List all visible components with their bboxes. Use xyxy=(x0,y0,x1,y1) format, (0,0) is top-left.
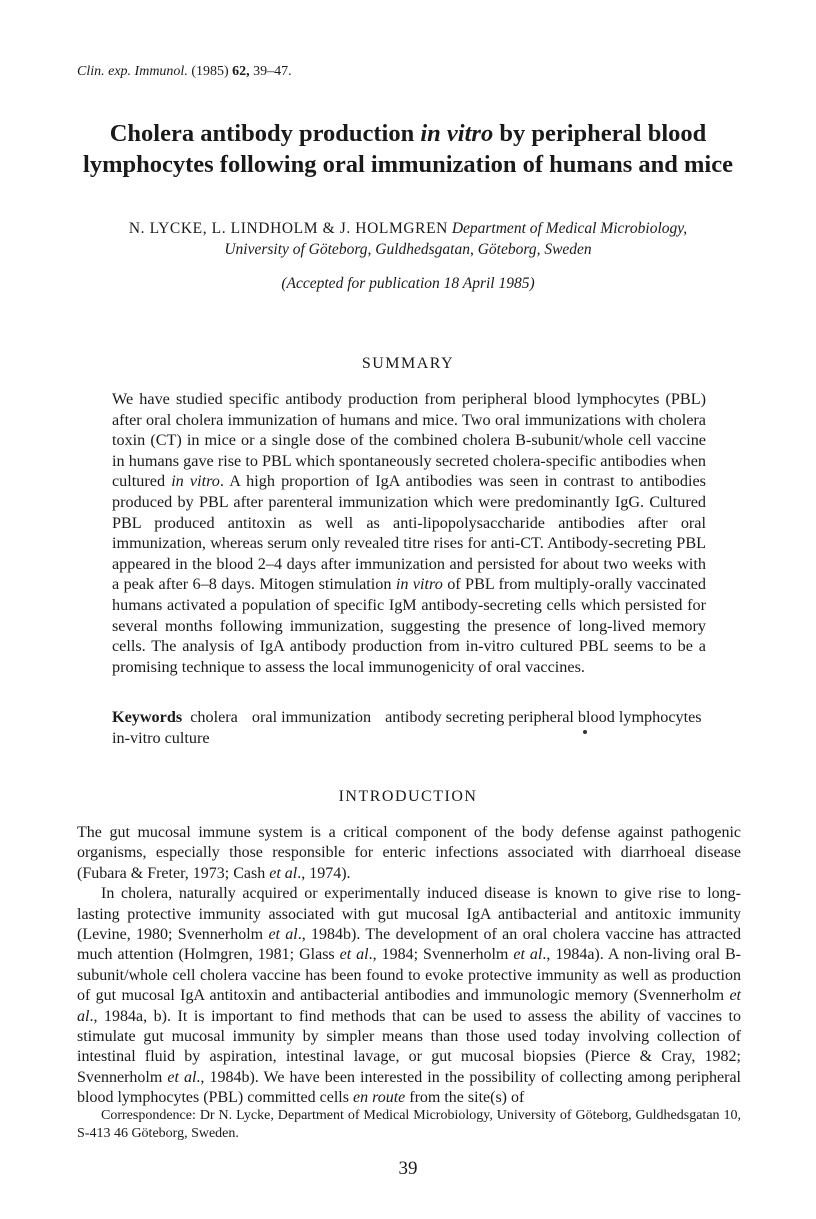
correspondence-footnote: Correspondence: Dr N. Lycke, Department of Medical Microbiology, University of Göteborg, Guldhedsgatan 10, S-413 46 Göteborg, Sweden. xyxy=(77,1108,741,1141)
affiliation-line-1: Department of Medical Microbiology, xyxy=(451,220,688,237)
stray-dot-mark xyxy=(583,730,587,734)
summary-heading: SUMMARY xyxy=(361,355,455,372)
author-block xyxy=(40,218,776,260)
affiliation-line-2: University of Göteborg, Guldhedsgatan, Göteborg, Sweden xyxy=(224,241,592,258)
journal-pages: 39–47. xyxy=(253,64,292,79)
author-names: N. LYCKE, L. LINDHOLM & J. HOLMGREN xyxy=(128,220,448,237)
acceptance-note: (Accepted for publication 18 April 1985) xyxy=(281,275,535,292)
journal-volume: 62, xyxy=(232,64,250,79)
intro-paragraph-1: The gut mucosal immune system is a critical component of the body defense against pathogenic organisms, especially those responsible for enteric infections associated with diarrhoeal disease (Fubara & Freter, 1973; Cash et al., 1974). xyxy=(77,824,741,882)
keywords-label: Keywords xyxy=(112,708,183,726)
summary-paragraph: We have studied specific antibody production from peripheral blood lymphocytes (PBL) after oral cholera immunization of humans and mice. Two oral immunizations with cholera toxin (CT) in mice or a single dose of the combined cholera B-subunit/whole cell vaccine in humans gave rise to PBL which spontaneously secreted cholera-specific antibodies when cultured in vitro. A high proportion of IgA antibodies was seen in contrast to antibodies produced by PBL after parenteral immunization which were predominantly IgG. Cultured PBL produced antitoxin as well as anti-lipopolysaccharide antibodies after oral immunization, whereas serum only revealed titre rises for anti-CT. Antibody-secreting PBL appeared in the blood 2–4 days after immunization and persisted for about two weeks with a peak after 6–8 days. Mitogen stimulation in vitro of PBL from multiply-orally vaccinated humans activated a population of specific IgM antibody-secreting cells which persisted for several months following immunization, suggesting the presence of long-lived memory cells. The analysis of IgA antibody production from in-vitro cultured PBL seems to be a promising technique to assess the local immunogenicity of oral vaccines. xyxy=(112,390,706,676)
summary-abstract xyxy=(112,389,706,677)
keywords-block xyxy=(112,707,712,748)
keyword-item: oral immunization xyxy=(251,708,372,726)
paper-title xyxy=(40,118,776,180)
keyword-item: cholera xyxy=(190,708,238,726)
keyword-item: antibody secreting peripheral blood lymphocytes xyxy=(385,708,702,726)
journal-year: (1985) xyxy=(191,64,229,79)
keyword-item: in-vitro culture xyxy=(112,728,210,747)
intro-paragraph-2: In cholera, naturally acquired or experimentally induced disease is known to give rise to long-lasting protective immunity associated with gut mucosal IgA antibacterial and antitoxic immunity (Levine, 1980; Svennerholm et al., 1984b). The development of an oral cholera vaccine has attracted much attention (Holmgren, 1981; Glass et al., 1984; Svennerholm et al., 1984a). A non-living oral B-subunit/whole cell cholera vaccine has been found to evoke protective immunity as well as production of gut mucosal IgA antitoxin and antibacterial antibodies and immunologic memory (Svennerholm et al., 1984a, b). It is important to find methods that can be used to assess the ability of vaccines to stimulate gut mucosal immunity by simpler means than those used today involving collection of intestinal fluid by aspiration, intestinal lavage, or gut mucosal biopsies (Pierce & Cray, 1982; Svennerholm et al., 1984b). We have been interested in the possibility of collecting among peripheral blood lymphocytes (PBL) committed cells en route from the site(s) of xyxy=(77,885,742,1107)
title-line-2: lymphocytes following oral immunization of humans and mice xyxy=(83,151,733,178)
introduction-heading: INTRODUCTION xyxy=(338,788,478,805)
journal-name: Clin. exp. Immunol. xyxy=(77,64,188,79)
page-number: 39 xyxy=(398,1158,418,1179)
introduction-body xyxy=(77,823,741,1109)
journal-citation xyxy=(77,64,292,80)
title-line-1: Cholera antibody production in vitro by peripheral blood xyxy=(109,120,707,147)
